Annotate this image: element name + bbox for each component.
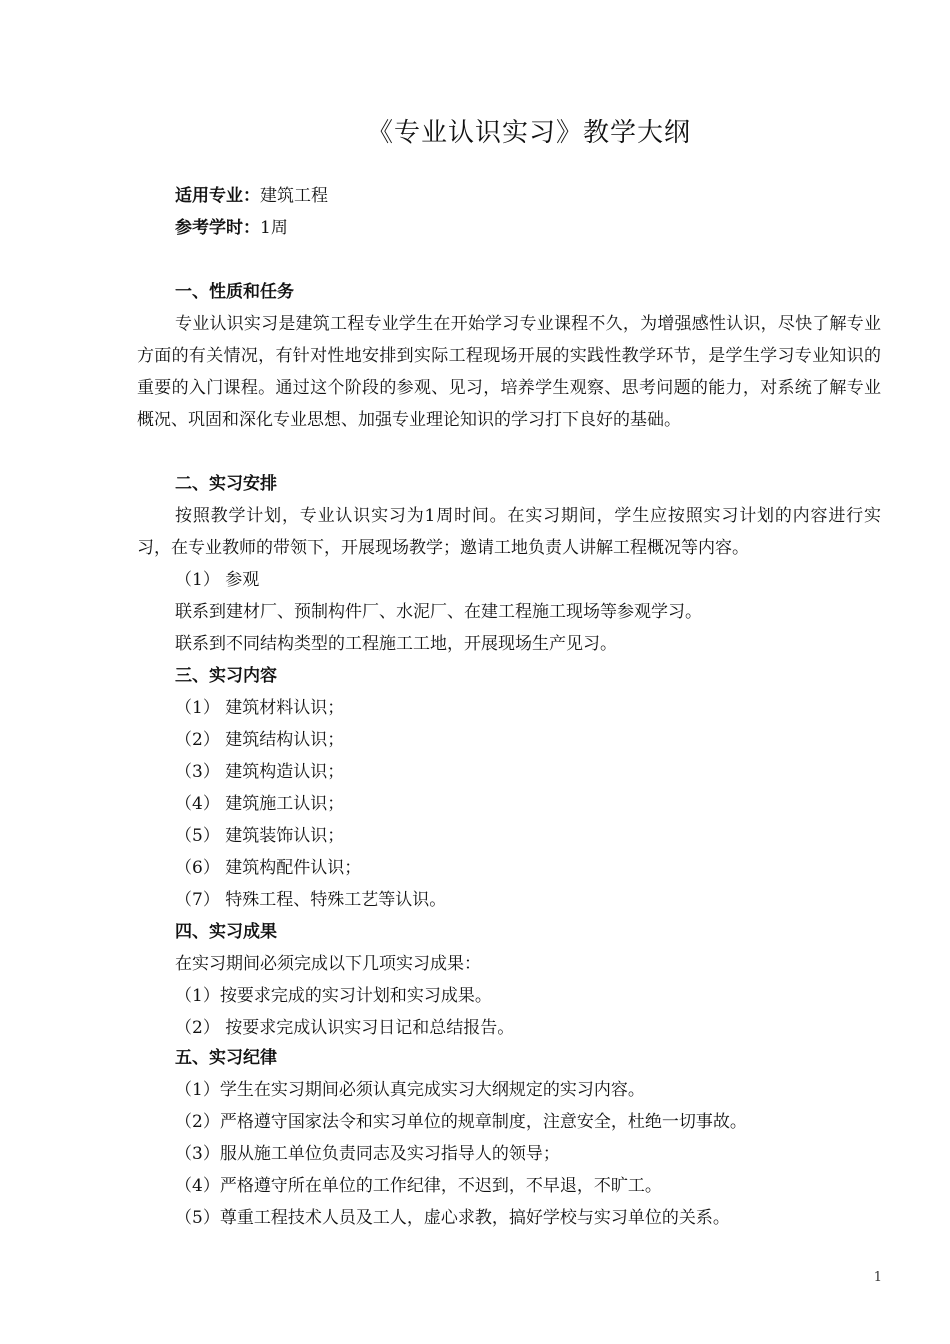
page-number: 1 [873, 1270, 882, 1285]
content-list-item: （7） 特殊工程、特殊工艺等认识。 [175, 890, 447, 910]
hours-line [175, 217, 288, 239]
section-2-line-2: 联系到不同结构类型的工程施工工地，开展现场生产见习。 [175, 634, 617, 654]
section-1-heading: 一、性质和任务 [175, 282, 294, 302]
result-list-item: （1）按要求完成的实习计划和实习成果。 [175, 986, 492, 1006]
result-list-item: （2） 按要求完成认识实习日记和总结报告。 [175, 1018, 515, 1038]
discipline-list-item: （2）严格遵守国家法令和实习单位的规章制度，注意安全，杜绝一切事故。 [175, 1112, 747, 1132]
hours-value: 1周 [260, 218, 288, 238]
content-list-item: （2） 建筑结构认识； [175, 730, 345, 750]
document-title: 《专业认识实习》教学大纲 [366, 118, 691, 148]
major-value: 建筑工程 [260, 186, 328, 206]
section-2-item-1: （1） 参观 [175, 570, 260, 590]
content-list-item: （3） 建筑构造认识； [175, 762, 345, 782]
hours-label: 参考学时： [175, 218, 260, 238]
content-list-item: （4） 建筑施工认识； [175, 794, 345, 814]
content-list-item: （1） 建筑材料认识； [175, 698, 345, 718]
content-list-item: （5） 建筑装饰认识； [175, 826, 345, 846]
content-list-item: （6） 建筑构配件认识； [175, 858, 362, 878]
section-3-heading: 三、实习内容 [175, 666, 277, 686]
section-4-heading: 四、实习成果 [175, 922, 277, 942]
section-4-intro: 在实习期间必须完成以下几项实习成果： [175, 954, 481, 974]
discipline-list-item: （1）学生在实习期间必须认真完成实习大纲规定的实习内容。 [175, 1080, 645, 1100]
section-1-paragraph: 专业认识实习是建筑工程专业学生在开始学习专业课程不久，为增强感性认识，尽快了解专业方面的有关情况，有针对性地安排到实际工程现场开展的实践性教学环节，是学生学习专业知识的重要的入门课程。通过这个阶段的参观、见习，培养学生观察、思考问题的能力，对系统了解专业概况、巩固和深化专业思想、加强专业理论知识的学习打下良好的基础。 [137, 314, 881, 430]
section-2-paragraph: 按照教学计划，专业认识实习为1周时间。在实习期间，学生应按照实习计划的内容进行实习，在专业教师的带领下，开展现场教学；邀请工地负责人讲解工程概况等内容。 [137, 506, 881, 558]
major-line [175, 185, 328, 207]
discipline-list-item: （3）服从施工单位负责同志及实习指导人的领导； [175, 1144, 560, 1164]
section-2-heading: 二、实习安排 [175, 474, 277, 494]
section-5-heading: 五、实习纪律 [175, 1048, 277, 1068]
discipline-list-item: （5）尊重工程技术人员及工人，虚心求教，搞好学校与实习单位的关系。 [175, 1208, 730, 1228]
major-label: 适用专业： [175, 186, 260, 206]
discipline-list-item: （4）严格遵守所在单位的工作纪律，不迟到，不早退，不旷工。 [175, 1176, 662, 1196]
section-2-line-1: 联系到建材厂、预制构件厂、水泥厂、在建工程施工现场等参观学习。 [175, 602, 702, 622]
